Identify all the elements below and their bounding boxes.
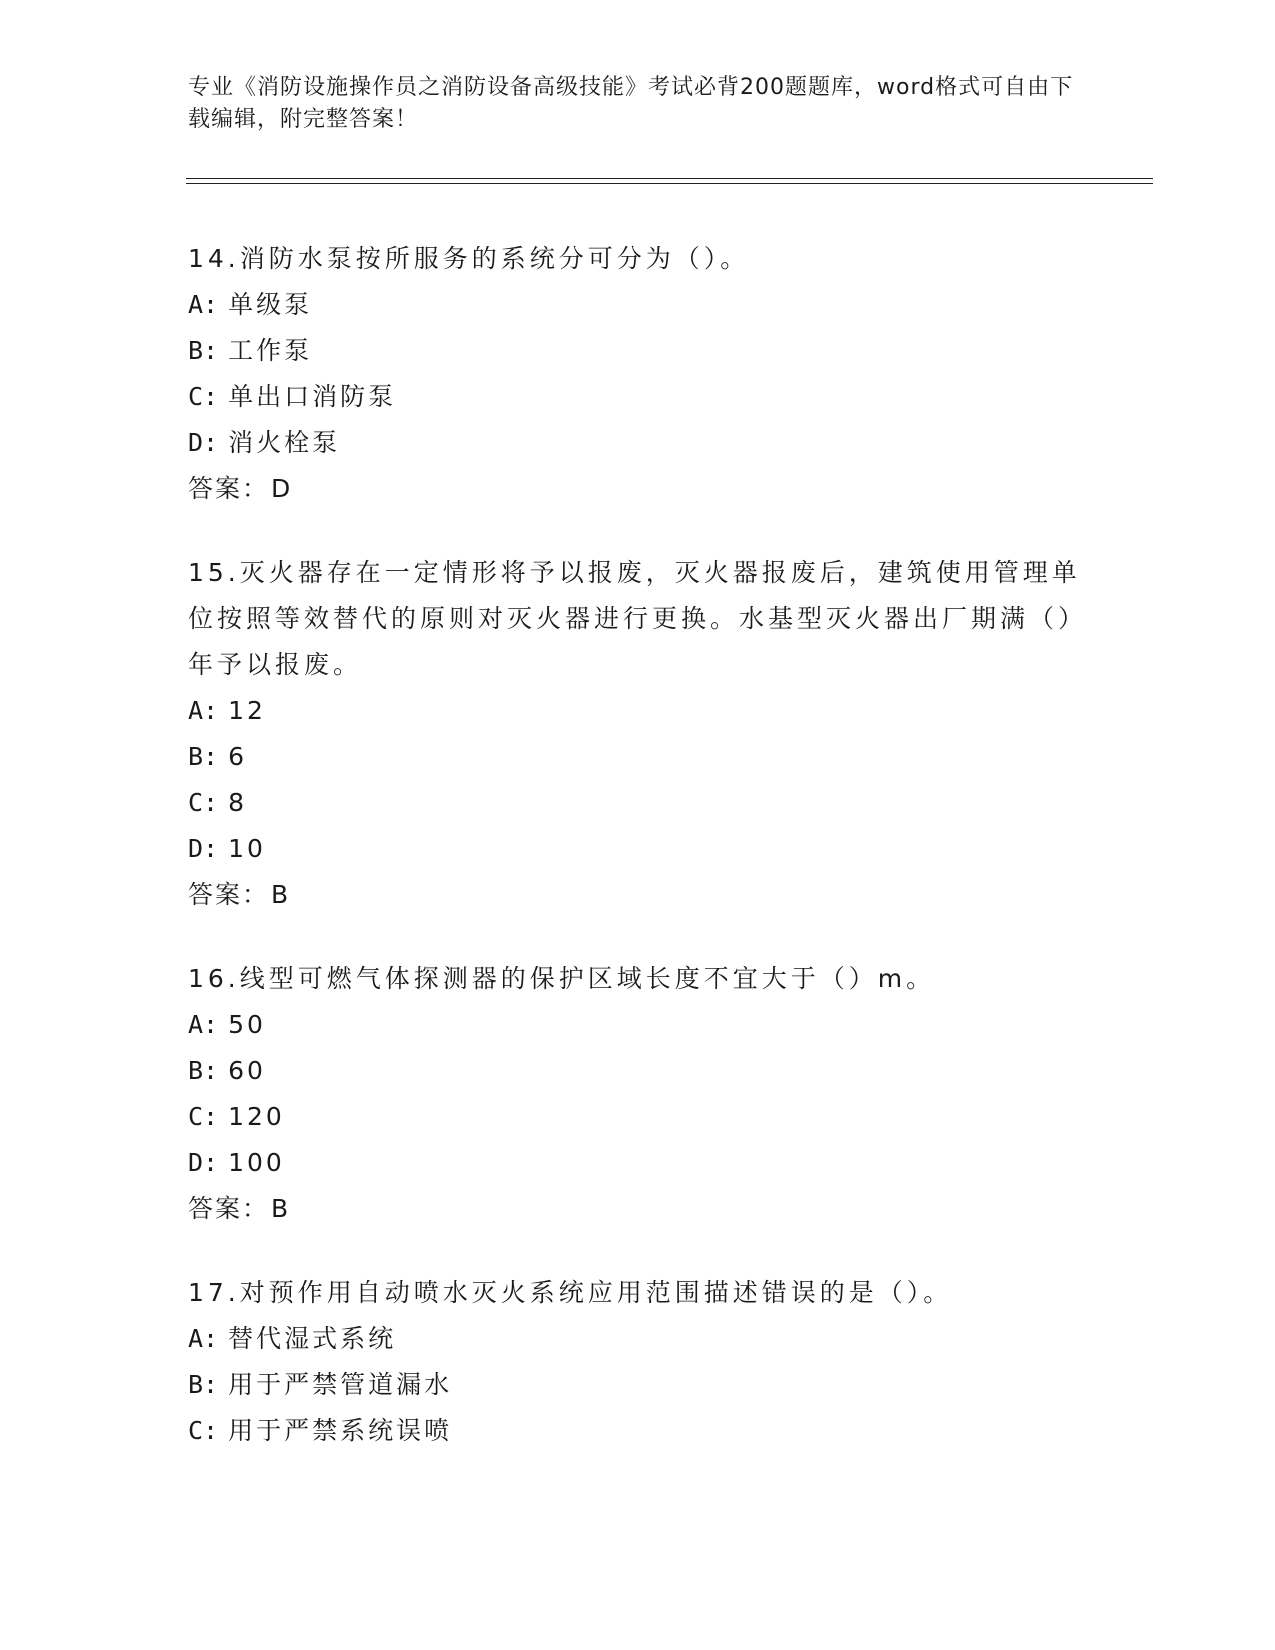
option-b	[188, 1362, 1088, 1408]
option-text: 50	[228, 1010, 266, 1039]
option-letter: C:	[188, 1102, 219, 1131]
question-stem: 15.灭火器存在一定情形将予以报废，灭火器报废后，建筑使用管理单位按照等效替代的原则对灭火器进行更换。水基型灭火器出厂期满（）年予以报废。	[188, 558, 1088, 679]
option-text: 12	[228, 696, 266, 725]
answer-label: 答案：	[188, 474, 270, 503]
option-text: 替代湿式系统	[228, 1324, 397, 1353]
answer-label: 答案：	[188, 880, 270, 909]
option-letter: B:	[188, 336, 219, 365]
answer-line	[188, 872, 1088, 918]
question-stem: 17.对预作用自动喷水灭火系统应用范围描述错误的是（）。	[188, 1278, 953, 1307]
option-c	[188, 780, 1088, 826]
option-c	[188, 374, 1088, 420]
option-d	[188, 826, 1088, 872]
option-text: 单出口消防泵	[228, 382, 397, 411]
header-divider-top	[186, 178, 1153, 179]
option-text: 10	[228, 834, 266, 863]
question-16	[188, 956, 1088, 1232]
option-text: 120	[228, 1102, 285, 1131]
option-letter: A:	[188, 696, 219, 725]
option-text: 消火栓泵	[228, 428, 341, 457]
option-letter: C:	[188, 1416, 219, 1445]
option-b	[188, 734, 1088, 780]
option-letter: D:	[188, 428, 219, 457]
option-letter: A:	[188, 1324, 219, 1353]
answer-line	[188, 1186, 1088, 1232]
option-letter: B:	[188, 1056, 219, 1085]
answer-line	[188, 466, 1088, 512]
option-letter: D:	[188, 834, 219, 863]
option-c	[188, 1094, 1088, 1140]
answer-value: B	[271, 1194, 291, 1223]
option-b	[188, 328, 1088, 374]
document-header	[188, 72, 1088, 136]
option-text: 8	[228, 788, 248, 817]
option-text: 用于严禁管道漏水	[228, 1370, 453, 1399]
option-c	[188, 1408, 1088, 1454]
answer-value: D	[271, 474, 293, 503]
question-stem: 14.消防水泵按所服务的系统分可分为（）。	[188, 244, 750, 273]
question-14	[188, 236, 1088, 512]
option-text: 6	[228, 742, 248, 771]
option-text: 60	[228, 1056, 266, 1085]
option-letter: D:	[188, 1148, 219, 1177]
option-a	[188, 282, 1088, 328]
option-a	[188, 1316, 1088, 1362]
header-text: 专业《消防设施操作员之消防设备高级技能》考试必背200题题库，word格式可自由下载编辑，附完整答案！	[188, 75, 1074, 132]
answer-value: B	[271, 880, 291, 909]
option-text: 100	[228, 1148, 285, 1177]
header-divider-bottom	[186, 183, 1153, 184]
option-text: 工作泵	[228, 336, 313, 365]
option-letter: B:	[188, 1370, 219, 1399]
option-letter: A:	[188, 290, 219, 319]
question-15	[188, 550, 1088, 918]
question-list	[188, 236, 1088, 1492]
option-d	[188, 1140, 1088, 1186]
option-text: 单级泵	[228, 290, 313, 319]
option-b	[188, 1048, 1088, 1094]
answer-label: 答案：	[188, 1194, 270, 1223]
option-letter: C:	[188, 382, 219, 411]
option-d	[188, 420, 1088, 466]
option-a	[188, 1002, 1088, 1048]
option-letter: B:	[188, 742, 219, 771]
option-a	[188, 688, 1088, 734]
option-letter: C:	[188, 788, 219, 817]
question-stem: 16.线型可燃气体探测器的保护区域长度不宜大于（）m。	[188, 964, 936, 993]
option-text: 用于严禁系统误喷	[228, 1416, 453, 1445]
question-17	[188, 1270, 1088, 1454]
option-letter: A:	[188, 1010, 219, 1039]
